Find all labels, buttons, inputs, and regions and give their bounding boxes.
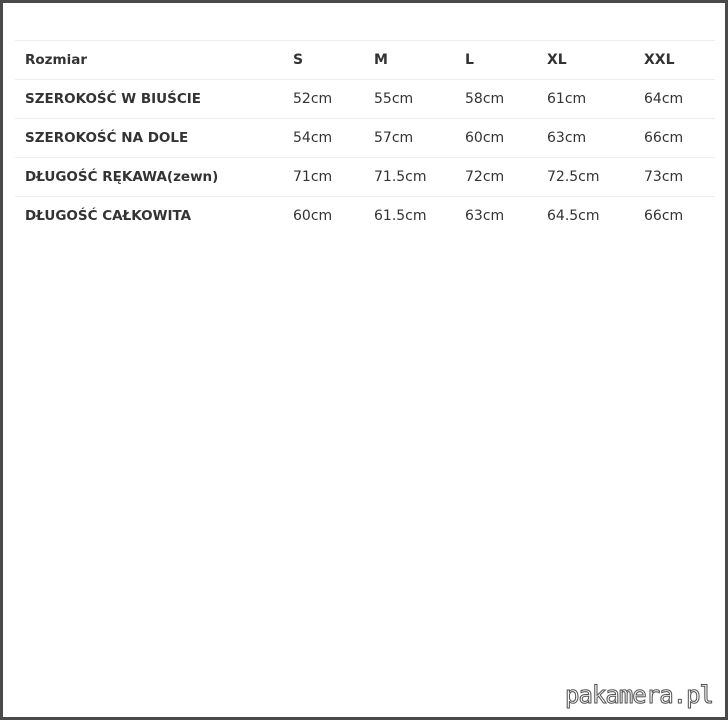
table-cell: 71cm bbox=[293, 158, 374, 197]
header-label: Rozmiar bbox=[15, 41, 293, 80]
table-row bbox=[15, 119, 715, 158]
row-label: SZEROKOŚĆ W BIUŚCIE bbox=[15, 80, 293, 119]
row-label: DŁUGOŚĆ CAŁKOWITA bbox=[15, 197, 293, 236]
table-cell: 58cm bbox=[465, 80, 547, 119]
table-cell: 60cm bbox=[465, 119, 547, 158]
header-size-m: M bbox=[374, 41, 465, 80]
pakamera-watermark-logo: pakamera.pl bbox=[565, 681, 713, 709]
row-label: DŁUGOŚĆ RĘKAWA(zewn) bbox=[15, 158, 293, 197]
row-label: SZEROKOŚĆ NA DOLE bbox=[15, 119, 293, 158]
table-cell: 64.5cm bbox=[547, 197, 644, 236]
table-cell: 63cm bbox=[547, 119, 644, 158]
table-header-row bbox=[15, 41, 715, 80]
table-row bbox=[15, 158, 715, 197]
table-cell: 54cm bbox=[293, 119, 374, 158]
table-cell: 61cm bbox=[547, 80, 644, 119]
table-cell: 61.5cm bbox=[374, 197, 465, 236]
header-size-xxl: XXL bbox=[644, 41, 715, 80]
table-cell: 60cm bbox=[293, 197, 374, 236]
table-cell: 66cm bbox=[644, 119, 715, 158]
table-cell: 66cm bbox=[644, 197, 715, 236]
table-cell: 73cm bbox=[644, 158, 715, 197]
table-row bbox=[15, 197, 715, 236]
table-cell: 52cm bbox=[293, 80, 374, 119]
table-cell: 71.5cm bbox=[374, 158, 465, 197]
table-cell: 64cm bbox=[644, 80, 715, 119]
table-cell: 72cm bbox=[465, 158, 547, 197]
size-chart-table bbox=[15, 40, 715, 236]
table-row bbox=[15, 80, 715, 119]
table-cell: 63cm bbox=[465, 197, 547, 236]
header-size-xl: XL bbox=[547, 41, 644, 80]
table-cell: 72.5cm bbox=[547, 158, 644, 197]
header-size-s: S bbox=[293, 41, 374, 80]
table-cell: 57cm bbox=[374, 119, 465, 158]
table-cell: 55cm bbox=[374, 80, 465, 119]
header-size-l: L bbox=[465, 41, 547, 80]
